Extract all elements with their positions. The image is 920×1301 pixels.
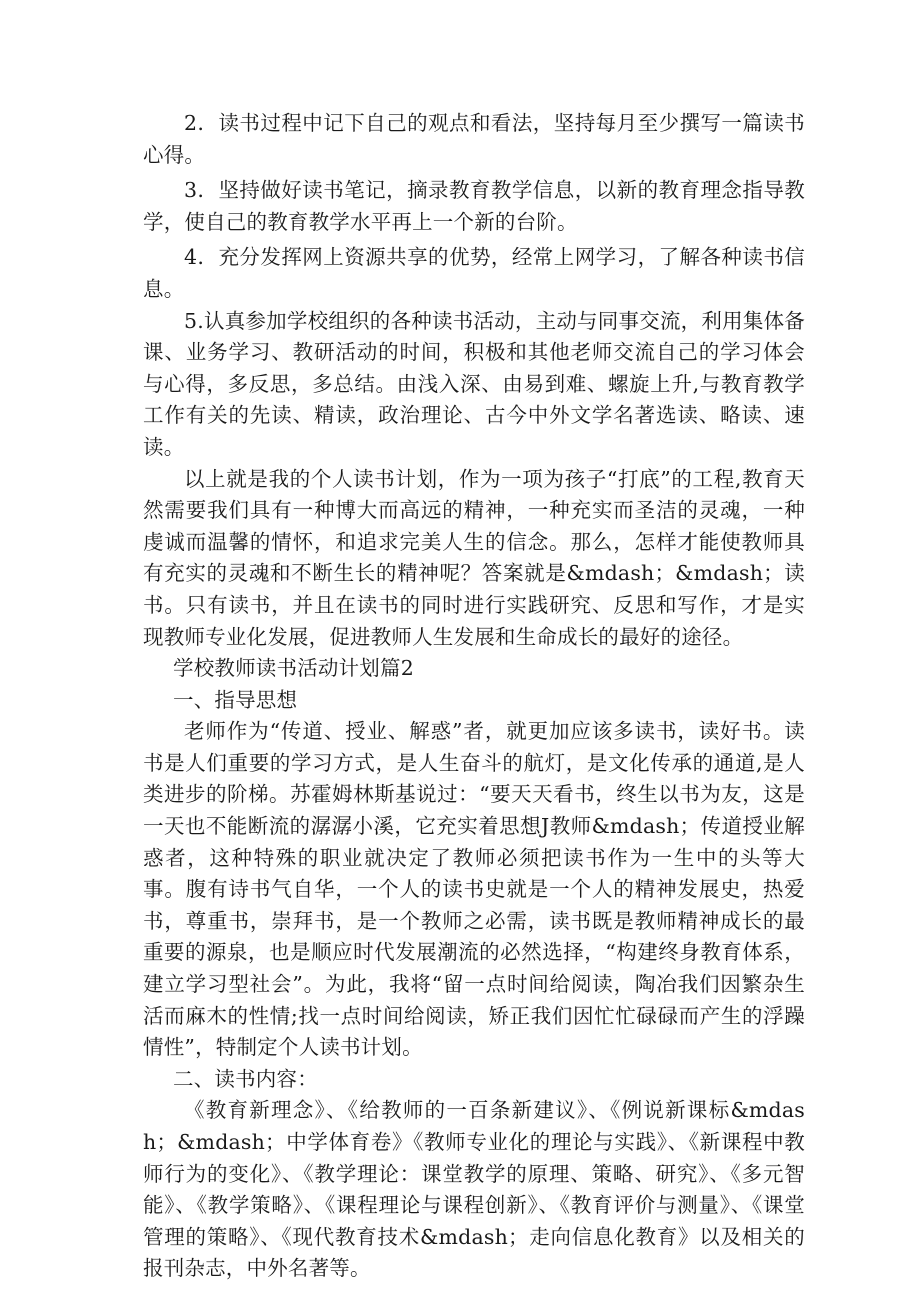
paragraph-reading-list: 《教育新理念》、《给教师的一百条新建议》、《例说新课标&mdash；&mdash；中学体育卷》《教师专业化的理论与实践》、《新课程中教师行为的变化》、《教学理论：课堂教学的原理、策略、研究》、《多元智能》、《教学策略》、《课程理论与课程创新》、《教育评价与测量》、《课堂管理的策略》、《现代教育技术&mdash；走向信息化教育》以及相关的报刊杂志，中外名著等。 bbox=[143, 1098, 805, 1281]
paragraph-summary: 以上就是我的个人读书计划，作为一项为孩子“打底”的工程,教育天然需要我们具有一种博大而高远的精神，一种充实而圣洁的灵魂，一种虔诚而温馨的情怀，和追求完美人生的信念。那么，怎样才能使教师具有充实的灵魂和不断生长的精神呢？答案就是&mdash；&mdash；读书。只有读书，并且在读书的同时进行实践研究、反思和写作，才是实现教师专业化发展，促进教师人生发展和生命成长的最好的途径。 bbox=[143, 466, 805, 649]
paragraph-item-5: 5.认真参加学校组织的各种读书活动，主动与同事交流，利用集体备课、业务学习、教研活动的时间，积极和其他老师交流自己的学习体会与心得，多反思，多总结。由浅入深、由易到难、螺旋上升,与教育教学工作有关的先读、精读，政治理论、古今中外文学名著选读、略读、速读。 bbox=[143, 308, 805, 459]
document-page bbox=[143, 108, 805, 1285]
heading-guiding-thought: 一、指导思想 bbox=[173, 687, 298, 712]
heading-reading-content: 二、读书内容： bbox=[173, 1066, 318, 1091]
paragraph-item-2: 2．读书过程中记下自己的观点和看法，坚持每月至少撰写一篇读书心得。 bbox=[143, 111, 805, 167]
paragraph-guiding-thought: 老师作为“传道、授业、解惑”者，就更加应该多读书，读好书。读书是人们重要的学习方式，是人生奋斗的航灯，是文化传承的通道,是人类进步的阶梯。苏霍姆林斯基说过：“要天天看书，终生以书为友，这是一天也不能断流的潺潺小溪，它充实着思想J教师&mdash；传道授业解惑者，这种特殊的职业就决定了教师必须把读书作为一生中的头等大事。腹有诗书气自华，一个人的读书史就是一个人的精神发展史，热爱书，尊重书，崇拜书，是一个教师之必需，读书既是教师精神成长的最重要的源泉，也是顺应时代发展潮流的必然选择，“构建终身教育体系，建立学习型社会”。为此，我将“留一点时间给阅读，陶冶我们因繁杂生活而麻木的性情;找一点时间给阅读，矫正我们因忙忙碌碌而产生的浮躁情性”，特制定个人读书计划。 bbox=[143, 719, 805, 1060]
section-title: 学校教师读书活动计划篇2 bbox=[173, 656, 414, 681]
paragraph-item-4: 4．充分发挥网上资源共享的优势，经常上网学习，了解各种读书信息。 bbox=[143, 245, 805, 301]
paragraph-item-3: 3．坚持做好读书笔记，摘录教育教学信息，以新的教育理念指导教学，使自己的教育教学水平再上一个新的台阶。 bbox=[143, 178, 805, 234]
